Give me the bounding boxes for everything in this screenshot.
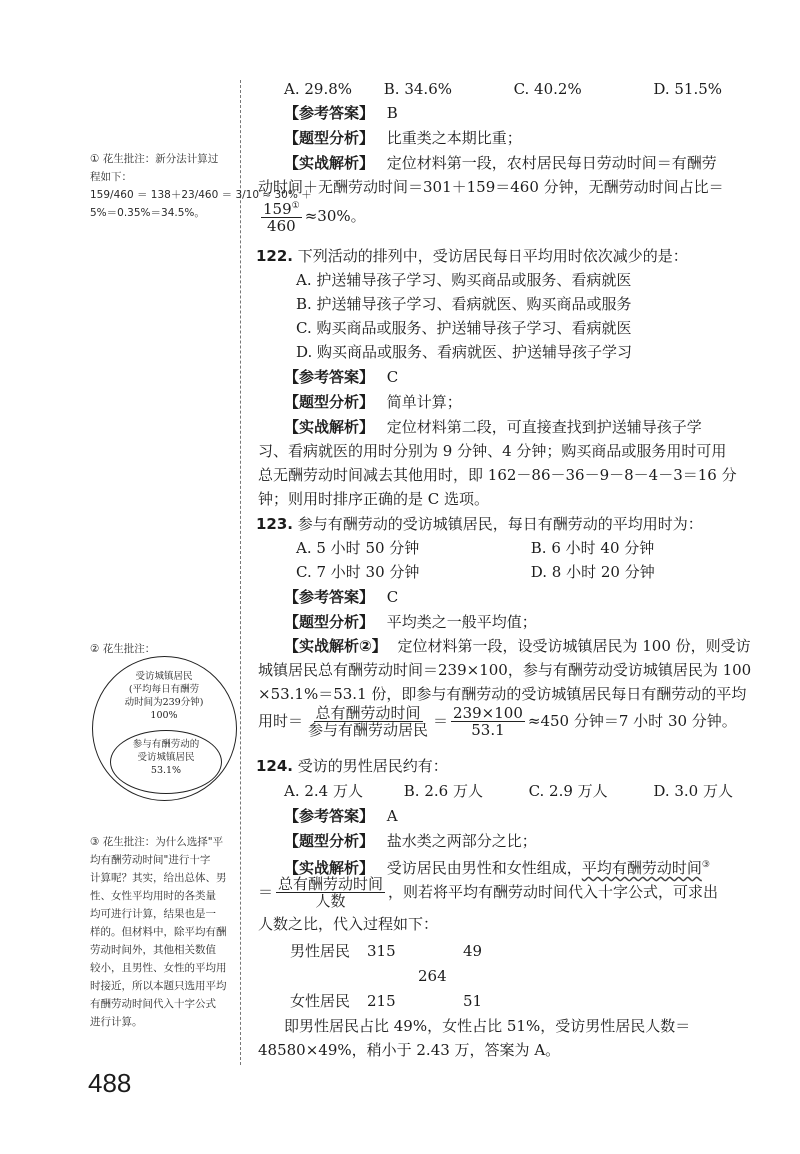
q121-option-b: B. 34.6%: [383, 80, 452, 98]
q122-option-c: C. 购买商品或服务、护送辅导孩子学习、看病就医: [296, 319, 632, 337]
outer-circle-text: 受访城镇居民 (平均每日有酬劳 动时间为239分钟) 100%: [124, 671, 204, 721]
q121-answer: [284, 102, 398, 125]
cross-male-label: 男性居民: [290, 942, 351, 960]
type-label: 【题型分析】: [284, 129, 375, 147]
q123-analysis-line2: 城镇居民总有酬劳动时间＝239×100，参与有酬劳动受访城镇居民为 100: [258, 661, 752, 679]
q122-answer: 【参考答案】 C: [284, 368, 399, 386]
cross-female-label: 女性居民: [290, 992, 351, 1010]
cross-male-diff: 49: [463, 942, 483, 960]
q122-analysis-line3: 总无酬劳动时间减去其他用时，即 162－86－36－9－8－4－3＝16 分: [258, 466, 737, 484]
q123-answer: 【参考答案】 C: [284, 588, 399, 606]
q121-analysis-line3: $\frac{159^①}{460}$ ≈30%。: [263, 200, 366, 235]
analysis-label: 【实战解析】: [284, 154, 375, 172]
q124-option-c: C. 2.9 万人: [528, 782, 608, 800]
answer-value: B: [386, 104, 398, 122]
q124-type: 【题型分析】 盐水类之两部分之比；: [284, 832, 537, 850]
q124-stem: 124. 受访的男性居民约有：: [256, 757, 448, 775]
q124-answer: 【参考答案】 A: [284, 807, 398, 825]
q123-options-row1: [296, 537, 654, 560]
q123-analysis-line4: 用时＝ $\frac{\text{总有酬劳动时间}}{\text{参与有酬劳动居民}}$ ＝ $\frac{239\times 100}{53.1}$ ≈450 分钟＝7 小时 30 分钟。: [258, 704, 737, 739]
q121-option-c: C. 40.2%: [513, 80, 582, 98]
q123-fraction-1: $\frac{\text{总有酬劳动时间}}{\text{参与有酬劳动居民}}$: [308, 704, 429, 739]
q123-option-a: A. 5 小时 50 分钟: [296, 539, 420, 557]
side-note-2-label: ② 花生批注：: [90, 643, 156, 655]
q124-fraction: $\frac{\text{总有酬劳动时间}}{\text{人数}}$: [278, 875, 384, 910]
q121-analysis-line2: 动时间＋无酬劳动时间＝301＋159＝460 分钟，无酬劳动时间占比＝: [258, 178, 724, 196]
q123-stem: 123. 参与有酬劳动的受访城镇居民，每日有酬劳动的平均用时为：: [256, 515, 703, 533]
q124-option-b: B. 2.6 万人: [403, 782, 483, 800]
q121-analysis-line1: 【实战解析】 定位材料第一段，农村居民每日劳动时间＝有酬劳: [284, 154, 717, 172]
type-value: 比重类之本期比重；: [386, 129, 522, 147]
q124-analysis-line1: 【实战解析】 受访居民由男性和女性组成，平均有酬劳动时间③: [284, 859, 710, 877]
column-separator: [240, 80, 245, 1065]
q123-option-d: D. 8 小时 20 分钟: [530, 563, 655, 581]
q122-option-d: D. 购买商品或服务、看病就医、护送辅导孩子学习: [296, 343, 633, 361]
q121-option-d: D. 51.5%: [653, 80, 723, 98]
q121-options: [284, 78, 722, 101]
cross-female-diff: 51: [463, 992, 483, 1010]
cross-center: 264: [418, 967, 447, 985]
q121-fraction: $\frac{159^①}{460}$: [263, 200, 300, 235]
q124-option-d: D. 3.0 万人: [653, 782, 733, 800]
q124-analysis-line4: 即男性居民占比 49%，女性占比 51%，受访男性居民人数＝: [284, 1017, 691, 1035]
side-note-3: ③ 花生批注：为什么选择"平 均有酬劳动时间"进行十字 计算呢？其实，给出总体、男 性、女性平均用时的各类量 均可进行计算，结果也是一 样的。但材料中，除平均有酬 劳动时间外，其他相关数值 较小，且男性、女性的平均用 时接近，所以本题只选用平均 有酬劳动时间代入十字公式 进行计算。: [90, 836, 227, 1028]
q123-fraction-2: $\frac{239\times 100}{53.1}$: [453, 704, 523, 739]
q123-option-c: C. 7 小时 30 分钟: [296, 563, 420, 581]
cross-female-value: 215: [367, 992, 396, 1010]
q122-analysis-line1: 【实战解析】 定位材料第二段，可直接查找到护送辅导孩子学: [284, 418, 702, 436]
answer-label: 【参考答案】: [284, 104, 375, 122]
q124-analysis-line2: ＝ $\frac{\text{总有酬劳动时间}}{\text{人数}}$ ，则若将平均有酬劳动时间代入十字公式，可求出: [258, 875, 719, 910]
q124-analysis-line5: 48580×49%，稍小于 2.43 万，答案为 A。: [258, 1041, 561, 1059]
page-number: 488: [88, 1068, 132, 1098]
q124-option-a: A. 2.4 万人: [284, 782, 363, 800]
q122-analysis-line4: 钟；则用时排序正确的是 C 选项。: [258, 490, 490, 508]
q122-option-b: B. 护送辅导孩子学习、看病就医、购买商品或服务: [296, 295, 632, 313]
q124-analysis-line3: 人数之比，代入过程如下：: [258, 915, 439, 933]
question-number: 122.: [256, 247, 294, 265]
q122-stem: 122. 下列活动的排列中，受访居民每日平均用时依次减少的是：: [256, 247, 688, 265]
q123-analysis-line1: 【实战解析②】 定位材料第一段，设受访城镇居民为 100 份，则受访: [284, 637, 751, 655]
q123-option-b: B. 6 小时 40 分钟: [530, 539, 655, 557]
q121-type: [284, 127, 522, 150]
inner-circle-text: 参与有酬劳动的 受访城镇居民 53.1%: [132, 739, 200, 776]
side-note-1: ① 花生批注：新分法计算过 程如下： 159/460 ＝ 138＋23/460 ＝ 3/10 ≈ 30% ＋ 5%＝0.35%＝34.5%。: [90, 153, 312, 219]
q122-option-a: A. 护送辅导孩子学习、购买商品或服务、看病就医: [296, 271, 632, 289]
q123-options-row2: [296, 561, 655, 584]
q122-analysis-line2: 习、看病就医的用时分别为 9 分钟、4 分钟；购买商品或服务用时可用: [258, 442, 727, 460]
q123-type: 【题型分析】 平均类之一般平均值；: [284, 613, 537, 631]
q121-option-a: A. 29.8%: [284, 80, 353, 98]
cross-male-value: 315: [367, 942, 396, 960]
q124-options: [284, 780, 733, 803]
q122-type: 【题型分析】 简单计算；: [284, 393, 462, 411]
q123-analysis-line3: ×53.1%＝53.1 份，即参与有酬劳动的受访城镇居民每日有酬劳动的平均: [258, 685, 747, 703]
